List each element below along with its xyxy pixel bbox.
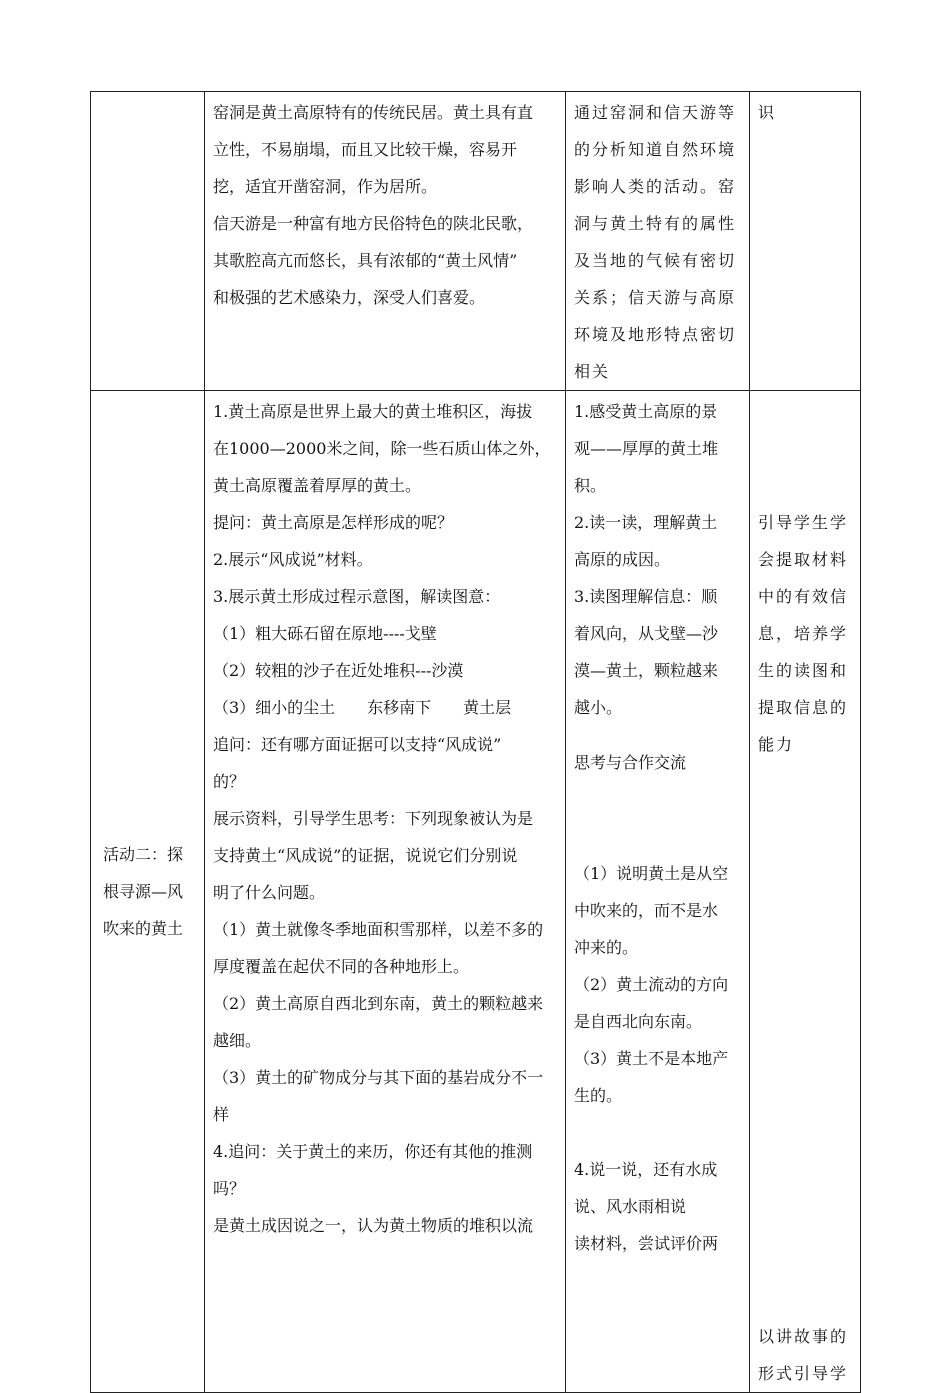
- text-line: （2）黄土高原自西北到东南，黄土的颗粒越来: [213, 994, 544, 1013]
- text-line: 2.展示“风成说”材料。: [213, 550, 373, 569]
- text-line: 的分析知道自然环境: [574, 140, 737, 159]
- text-line: 会提取材料: [758, 550, 849, 569]
- text-line: 1.感受黄土高原的景: [574, 402, 718, 421]
- text-line: 越小。: [574, 698, 623, 717]
- text-line: 窑洞是黄土高原特有的传统民居。黄土具有直: [213, 103, 534, 122]
- text-line: 读材料，尝试评价两: [574, 1234, 719, 1253]
- text-line: 说、风水雨相说: [574, 1197, 687, 1216]
- design-intent-cell: [750, 391, 861, 1393]
- text-line: （3）黄土的矿物成分与其下面的基岩成分不一: [213, 1068, 544, 1087]
- text-line: 4.说一说，还有水成: [574, 1160, 718, 1179]
- student-activity-cell: [566, 391, 750, 1393]
- text-line: 中的有效信: [758, 587, 849, 606]
- text-line: 3.读图理解信息：顺: [574, 587, 718, 606]
- text-line: 以讲故事的: [758, 1327, 849, 1346]
- text-line: （3）细小的尘土 东移南下 黄土层: [213, 698, 512, 717]
- spacer: [574, 1114, 741, 1151]
- text-line: 关系；信天游与高原: [574, 288, 737, 307]
- text-line: 高原的成因。: [574, 550, 671, 569]
- text-line: 观——厚厚的黄土堆: [574, 439, 719, 458]
- text-line: 黄土高原覆盖着厚厚的黄土。: [213, 476, 422, 495]
- table-row: [91, 391, 861, 1393]
- text-line: 和极强的艺术感染力，深受人们喜爱。: [213, 288, 486, 307]
- teacher-content-cell: [205, 391, 566, 1393]
- text-line: 立性，不易崩塌，而且又比较干燥，容易开: [213, 140, 518, 159]
- text-line: 生的读图和: [758, 661, 849, 680]
- text-line: 1.黄土高原是世界上最大的黄土堆积区，海拔: [213, 402, 533, 421]
- text-line: （1）说明黄土是从空: [574, 864, 729, 883]
- text-line: （1）粗大砾石留在原地----戈壁: [213, 624, 437, 643]
- text-line: 提取信息的: [758, 698, 849, 717]
- text-line: 支持黄土“风成说”的证据，说说它们分别说: [213, 846, 518, 865]
- table-row: [91, 92, 861, 391]
- text-line: 洞与黄土特有的属性: [574, 214, 737, 233]
- text-line: 影响人类的活动。窑: [574, 177, 737, 196]
- text-line: 厚度覆盖在起伏不同的各种地形上。: [213, 957, 470, 976]
- text-line: 的？: [213, 772, 246, 791]
- text-line: 识: [758, 103, 775, 122]
- text-line: 提问：黄土高原是怎样形成的呢？: [213, 513, 454, 532]
- spacer: [574, 781, 741, 855]
- text-line: 中吹来的，而不是水: [574, 901, 719, 920]
- text-line: 积。: [574, 476, 607, 495]
- spacer: [758, 948, 852, 1133]
- text-line: 生的。: [574, 1086, 623, 1105]
- text-line: 能力: [758, 735, 795, 754]
- text-line: 冲来的。: [574, 938, 639, 957]
- activity-cell: [91, 92, 205, 391]
- text-line: 挖，适宜开凿窑洞，作为居所。: [213, 177, 438, 196]
- text-line: 是自西北向东南。: [574, 1012, 703, 1031]
- text-line: 吗？: [213, 1179, 246, 1198]
- design-intent-cell: [750, 92, 861, 391]
- text-line: 4.追问：关于黄土的来历，你还有其他的推测: [213, 1142, 533, 1161]
- lesson-plan-table: [90, 91, 861, 1393]
- activity-title-line: 活动二：探: [103, 845, 184, 864]
- text-line: 3.展示黄土形成过程示意图，解读图意：: [213, 587, 501, 606]
- activity-cell: [91, 391, 205, 1393]
- text-line: 样: [213, 1105, 230, 1124]
- text-line: 引导学生学: [758, 513, 849, 532]
- text-line: 信天游是一种富有地方民俗特色的陕北民歌，: [213, 214, 534, 233]
- text-line: 2.读一读，理解黄土: [574, 513, 718, 532]
- text-line: 是黄土成因说之一，认为黄土物质的堆积以流: [213, 1216, 534, 1235]
- text-line: 形式引导学: [758, 1364, 849, 1383]
- activity-title-line: 根寻源—风: [103, 882, 184, 901]
- text-line: 在1000—2000米之间，除一些石质山体之外，: [213, 439, 551, 458]
- text-line: 相关: [574, 362, 611, 381]
- activity-title-line: 吹来的黄土: [103, 919, 184, 938]
- text-line: 其歌腔高亢而悠长，具有浓郁的“黄土风情”: [213, 251, 518, 270]
- text-line: 通过窑洞和信天游等: [574, 103, 737, 122]
- text-line: 漠—黄土，颗粒越来: [574, 661, 719, 680]
- text-line: 环境及地形特点密切: [574, 325, 737, 344]
- text-line: （3）黄土不是本地产: [574, 1049, 729, 1068]
- text-line: 追问：还有哪方面证据可以支持“风成说”: [213, 735, 502, 754]
- text-line: 越细。: [213, 1031, 262, 1050]
- spacer: [758, 1133, 852, 1318]
- text-line: 展示资料，引导学生思考：下列现象被认为是: [213, 809, 534, 828]
- text-line: （2）黄土流动的方向: [574, 975, 729, 994]
- text-line: 及当地的气候有密切: [574, 251, 737, 270]
- text-line: （2）较粗的沙子在近处堆积---沙漠: [213, 661, 464, 680]
- section-heading: 思考与合作交流: [574, 753, 687, 772]
- text-line: 着风向，从戈壁—沙: [574, 624, 719, 643]
- text-line: 明了什么问题。: [213, 883, 326, 902]
- text-line: 息，培养学: [758, 624, 849, 643]
- text-line: （1）黄土就像冬季地面积雪那样，以差不多的: [213, 920, 544, 939]
- spacer: [758, 763, 852, 948]
- spacer: [758, 393, 852, 504]
- teacher-content-cell: [205, 92, 566, 391]
- student-activity-cell: [566, 92, 750, 391]
- spacer: [574, 726, 741, 744]
